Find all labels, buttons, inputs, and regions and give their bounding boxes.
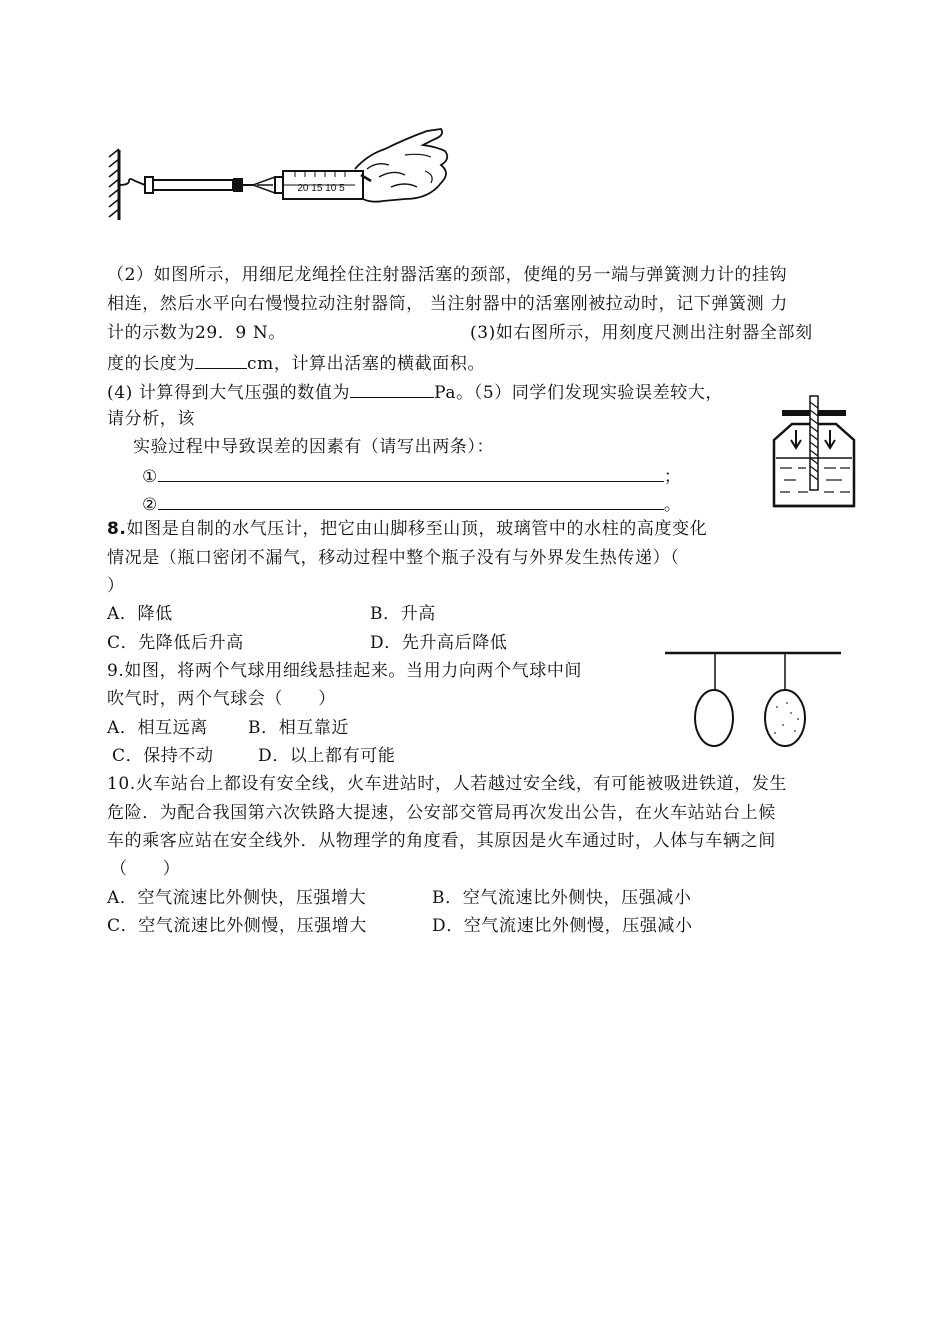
item2-end: 。 [663, 495, 682, 515]
q10-line2: 危险．为配合我国第六次铁路大提速，公安部交管局再次发出公告，在火车站站台上候 [107, 803, 776, 823]
q10-option-c: C．空气流速比外侧慢，压强增大 [107, 916, 368, 936]
q9-option-b: B．相互靠近 [248, 718, 350, 738]
q7-p3-start: (3)如右图所示，用刻度尺测出注射器全部刻 [470, 323, 813, 343]
q10-option-a: A．空气流速比外侧快，压强增大 [107, 888, 367, 908]
q8-number: 8. [107, 519, 127, 539]
water-barometer-figure [770, 390, 862, 515]
answer-blank-factor-1[interactable] [158, 464, 664, 482]
q7-p3-prefix: 度的长度为 [107, 354, 195, 374]
q7-p4-line [107, 380, 723, 404]
q10-option-d: D．空气流速比外侧慢，压强减小 [432, 916, 693, 936]
syringe-spring-scale-figure [105, 125, 465, 225]
q10-line1: 10.火车站台上都设有安全线，火车进站时，人若越过安全线，有可能被吸进铁道，发生 [107, 774, 788, 794]
answer-blank-pressure[interactable] [350, 380, 434, 398]
q8-option-a: A．降低 [107, 604, 173, 624]
q7-p5-start: （5）同学们发现实验误差较大， [473, 383, 724, 403]
q10-line4: （ ） [110, 859, 181, 879]
q7-p5-line2: 请分析，该 [107, 409, 195, 429]
q7-p5-line3: 实验过程中导致误差的因素有（请写出两条）： [133, 437, 495, 457]
q7-p3-unit: cm，计算出活塞的横截面积。 [247, 354, 486, 374]
q7-item1 [142, 464, 681, 488]
q10-line3: 车的乘客应站在安全线外．从物理学的角度看，其原因是火车通过时，人体与车辆之间 [107, 831, 776, 851]
item1-label: ① [142, 467, 158, 487]
q8-option-d: D．先升高后降低 [370, 633, 508, 653]
q10-option-b: B．空气流速比外侧快，压强减小 [432, 888, 692, 908]
answer-blank-length[interactable] [195, 351, 247, 369]
q7-p2-line3: 计的示数为29．9 N。 [107, 323, 286, 343]
q8-option-c: C．先降低后升高 [107, 633, 244, 653]
item1-end: ； [663, 467, 682, 487]
syringe-scale-digits: 20 15 10 5 [297, 183, 345, 194]
answer-blank-factor-2[interactable] [158, 492, 664, 510]
hanging-balloons-figure [665, 645, 845, 755]
item2-label: ② [142, 495, 158, 515]
q9-option-c: C．保持不动 [112, 746, 214, 766]
q9-line1: 9.如图，将两个气球用细线悬挂起来。当用力向两个气球中间 [107, 661, 583, 681]
q8-option-b: B．升高 [370, 604, 436, 624]
q8-line1 [107, 518, 707, 540]
q7-p4-prefix: (4) 计算得到大气压强的数值为 [107, 383, 351, 403]
q7-p3-line2 [107, 351, 485, 375]
q7-p2-line2: 相连，然后水平向右慢慢拉动注射器筒， 当注射器中的活塞刚被拉动时，记下弹簧测 力 [107, 294, 788, 314]
q8-line2: 情况是（瓶口密闭不漏气，移动过程中整个瓶子没有与外界发生热传递）（ [107, 548, 680, 568]
q8-line3: ） [107, 576, 125, 596]
q7-item2 [142, 492, 681, 516]
q7-p4-unit: Pa。 [434, 383, 474, 403]
q8-line1-text: 如图是自制的水气压计，把它由山脚移至山顶，玻璃管中的水柱的高度变化 [126, 519, 708, 539]
q7-p2-line1: （2）如图所示，用细尼龙绳拴住注射器活塞的颈部，使绳的另一端与弹簧测力计的挂钩 [107, 265, 788, 285]
q9-option-a: A．相互远离 [107, 718, 208, 738]
q9-line2: 吹气时，两个气球会（ ） [107, 689, 336, 709]
q9-option-d: D．以上都有可能 [258, 746, 396, 766]
